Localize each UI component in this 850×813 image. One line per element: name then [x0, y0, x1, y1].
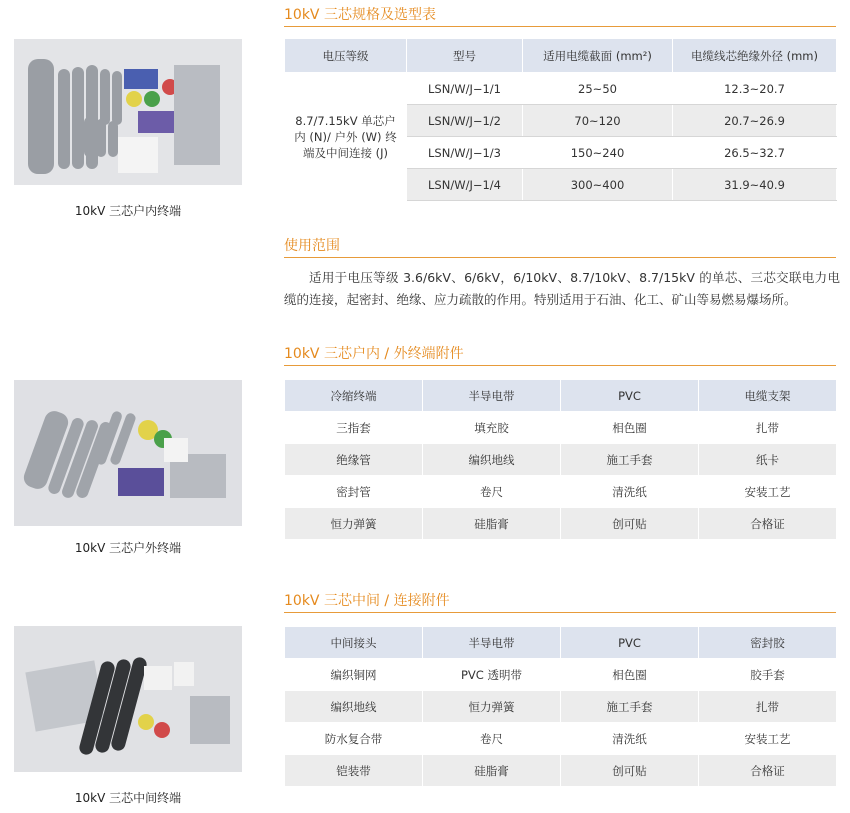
joint-cell: 胶手套 — [699, 659, 837, 691]
terminal-cell: 相色圈 — [561, 412, 699, 444]
spec-header-model: 型号 — [407, 39, 523, 73]
spec-model-cell: LSN/W/J−1/4 — [407, 169, 523, 201]
spec-header-section-text: 适用电缆截面 (mm²) — [543, 48, 652, 63]
joint-row — [285, 755, 837, 787]
outdoor-terminal-caption: 10kV 三芯户外终端 — [74, 541, 182, 555]
joint-cell: 施工手套 — [561, 691, 699, 723]
terminal-cell: 扎带 — [699, 412, 837, 444]
joint-cell: 相色圈 — [561, 659, 699, 691]
joint-cell: 防水复合带 — [285, 723, 423, 755]
spec-model-cell: LSN/W/J−1/2 — [407, 105, 523, 137]
terminal-cell: 合格证 — [699, 508, 837, 540]
joint-row — [285, 659, 837, 691]
outdoor-terminal-photo — [14, 380, 242, 526]
usage-paragraph: 适用于电压等级 3.6/6kV、6/6kV，6/10kV、8.7/10kV、8.7/15kV 的单芯、三芯交联电力电缆的连接，起密封、绝缘、应力疏散的作用。特别适用于石油、化工、矿山等易燃易爆场所。 — [284, 270, 840, 307]
spec-section-cell: 25~50 — [523, 73, 673, 105]
joint-cell: 清洗纸 — [561, 723, 699, 755]
terminal-row — [285, 476, 837, 508]
spec-section-cell: 70~120 — [523, 105, 673, 137]
terminal-cell: 创可贴 — [561, 508, 699, 540]
joint-cell: 合格证 — [699, 755, 837, 787]
spec-model-cell: LSN/W/J−1/1 — [407, 73, 523, 105]
terminal-cell: 清洗纸 — [561, 476, 699, 508]
joint-cell: 创可贴 — [561, 755, 699, 787]
spec-model-cell: LSN/W/J−1/3 — [407, 137, 523, 169]
joint-accessory-table — [284, 626, 837, 787]
joint-cell: 编织地线 — [285, 691, 423, 723]
spec-diameter-cell: 26.5~32.7 — [673, 137, 837, 169]
terminal-cell: 安装工艺 — [699, 476, 837, 508]
spec-title-text: 10kV 三芯规格及选型表 — [284, 7, 436, 23]
joint-row — [285, 627, 837, 659]
joint-cell: PVC 透明带 — [423, 659, 561, 691]
joint-cell: 恒力弹簧 — [423, 691, 561, 723]
terminal-cell: 绝缘管 — [285, 444, 423, 476]
indoor-terminal-caption: 10kV 三芯户内终端 — [74, 204, 182, 218]
terminal-cell: PVC — [561, 380, 699, 412]
spec-voltage-cell: 8.7/7.15kV 单芯户内 (N)/ 户外 (W) 终端及中间连接 (J) — [285, 73, 407, 201]
joint-title-text: 10kV 三芯中间 / 连接附件 — [284, 593, 450, 609]
spec-header-section — [523, 39, 673, 73]
usage-title-text: 使用范围 — [284, 238, 340, 254]
spec-diameter-cell: 31.9~40.9 — [673, 169, 837, 201]
indoor-terminal-photo — [14, 39, 242, 185]
spec-header-diameter: 电缆线芯绝缘外径 (mm) — [673, 39, 837, 73]
terminal-cell: 密封管 — [285, 476, 423, 508]
joint-cell: 编织铜网 — [285, 659, 423, 691]
terminal-row — [285, 380, 837, 412]
joint-row — [285, 691, 837, 723]
spec-section-cell: 300~400 — [523, 169, 673, 201]
terminal-section-title — [284, 343, 836, 366]
terminal-row — [285, 444, 837, 476]
joint-cell: 密封胶 — [699, 627, 837, 659]
joint-cell: 硅脂膏 — [423, 755, 561, 787]
joint-terminal-photo — [14, 626, 242, 772]
joint-cell: 铠装带 — [285, 755, 423, 787]
usage-section-title — [284, 235, 836, 258]
terminal-cell: 硅脂膏 — [423, 508, 561, 540]
terminal-accessory-table — [284, 379, 837, 540]
terminal-cell: 三指套 — [285, 412, 423, 444]
terminal-cell: 恒力弹簧 — [285, 508, 423, 540]
joint-cell: 半导电带 — [423, 627, 561, 659]
terminal-row — [285, 508, 837, 540]
terminal-cell: 卷尺 — [423, 476, 561, 508]
joint-cell: 卷尺 — [423, 723, 561, 755]
terminal-cell: 冷缩终端 — [285, 380, 423, 412]
terminal-cell: 施工手套 — [561, 444, 699, 476]
joint-cell: 扎带 — [699, 691, 837, 723]
joint-cell: 安装工艺 — [699, 723, 837, 755]
terminal-cell: 填充胶 — [423, 412, 561, 444]
joint-cell: 中间接头 — [285, 627, 423, 659]
terminal-cell: 编织地线 — [423, 444, 561, 476]
joint-section-title — [284, 590, 836, 613]
terminal-cell: 纸卡 — [699, 444, 837, 476]
terminal-cell: 电缆支架 — [699, 380, 837, 412]
terminal-title-text: 10kV 三芯户内 / 外终端附件 — [284, 346, 464, 362]
spec-diameter-cell: 20.7~26.9 — [673, 105, 837, 137]
spec-diameter-cell: 12.3~20.7 — [673, 73, 837, 105]
terminal-row — [285, 412, 837, 444]
terminal-cell: 半导电带 — [423, 380, 561, 412]
spec-header-voltage: 电压等级 — [285, 39, 407, 73]
spec-table — [284, 38, 837, 201]
spec-section-cell: 150~240 — [523, 137, 673, 169]
spec-section-title — [284, 4, 836, 27]
joint-row — [285, 723, 837, 755]
joint-cell: PVC — [561, 627, 699, 659]
joint-terminal-caption: 10kV 三芯中间终端 — [74, 791, 182, 805]
